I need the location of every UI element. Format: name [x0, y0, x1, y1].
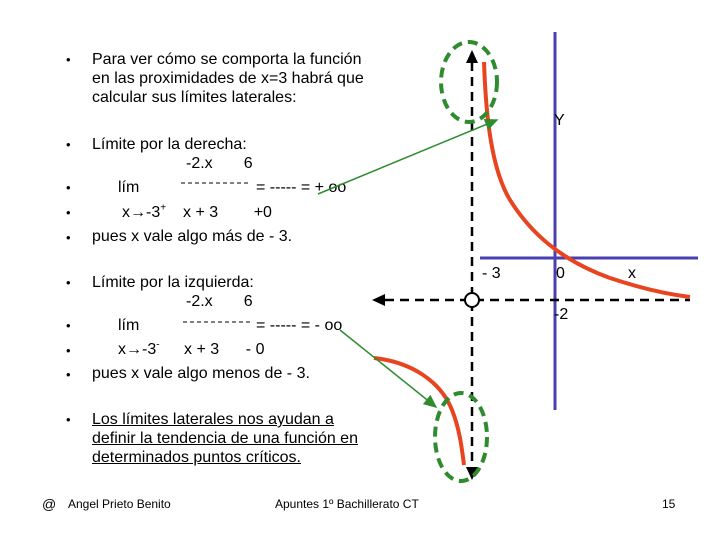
bullet-marker: •	[66, 275, 71, 290]
left-limit-title: Límite por la izquierda:	[92, 274, 254, 291]
intro-line-1: Para ver cómo se comporta la función	[92, 51, 362, 68]
bullet-marker: •	[66, 230, 71, 245]
approach-target: -3	[146, 204, 161, 221]
minus-two-label: -2	[554, 306, 569, 323]
footer-at-symbol: @	[42, 496, 57, 512]
curve-left-branch	[374, 358, 464, 465]
right-limit-denominator: x + 3 +0	[183, 204, 272, 221]
bullet-marker: •	[66, 367, 71, 382]
right-limit-title: Límite por la derecha:	[92, 136, 247, 153]
bullet-marker: •	[66, 205, 71, 220]
pointer-arrow-left-limit	[340, 330, 436, 407]
left-limit-reason: pues x vale algo menos de - 3.	[92, 365, 310, 382]
intro-line-2: en las proximidades de x=3 habrá que	[92, 70, 364, 87]
curve-right-branch	[484, 62, 690, 297]
right-limit-lim: lím	[118, 179, 140, 196]
up-arrow-icon	[466, 50, 478, 63]
approach-sign: -	[156, 339, 160, 351]
footer-course: Apuntes 1º Bachillerato CT	[275, 497, 419, 511]
left-limit-numerator: -2.x 6	[186, 293, 253, 310]
bullet-marker: •	[66, 180, 71, 195]
left-limit-equals: = ----- = - oo	[256, 317, 343, 334]
bullet-marker: •	[66, 343, 71, 358]
bullet-marker: •	[66, 318, 71, 333]
point-marker	[465, 293, 479, 307]
approach-variable: x	[122, 204, 130, 221]
minus-three-label: - 3	[482, 265, 501, 282]
arrow-icon: →	[130, 204, 146, 221]
approach-sign: +	[160, 202, 167, 214]
right-limit-reason: pues x vale algo más de - 3.	[92, 228, 293, 245]
approach-variable: x	[118, 341, 126, 358]
bullet-marker: •	[66, 412, 71, 427]
conclusion-line-1: Los límites laterales nos ayudan a	[92, 411, 334, 428]
conclusion-line-2: definir la tendencia de una función en	[92, 430, 358, 447]
intro-line-3: calcular sus límites laterales:	[92, 89, 297, 106]
y-axis-label: Y	[554, 112, 565, 129]
right-limit-equals: = ----- = + oo	[256, 179, 347, 196]
left-limit-lim: lím	[118, 317, 140, 334]
page-number: 15	[662, 497, 676, 511]
bullet-marker: •	[66, 137, 71, 152]
arrow-icon: →	[126, 341, 142, 358]
bullet-marker: •	[66, 52, 71, 67]
right-limit-numerator: -2.x 6	[186, 155, 253, 172]
x-axis-label: x	[628, 265, 636, 282]
footer-author: Angel Prieto Benito	[68, 497, 171, 511]
approach-target: -3	[142, 341, 157, 358]
origin-label: 0	[556, 265, 565, 282]
conclusion-line-3: determinados puntos críticos.	[92, 449, 301, 466]
left-limit-denominator: x + 3 - 0	[184, 341, 265, 358]
pointer-arrow-right-limit	[318, 120, 497, 194]
left-arrow-icon	[372, 294, 385, 306]
